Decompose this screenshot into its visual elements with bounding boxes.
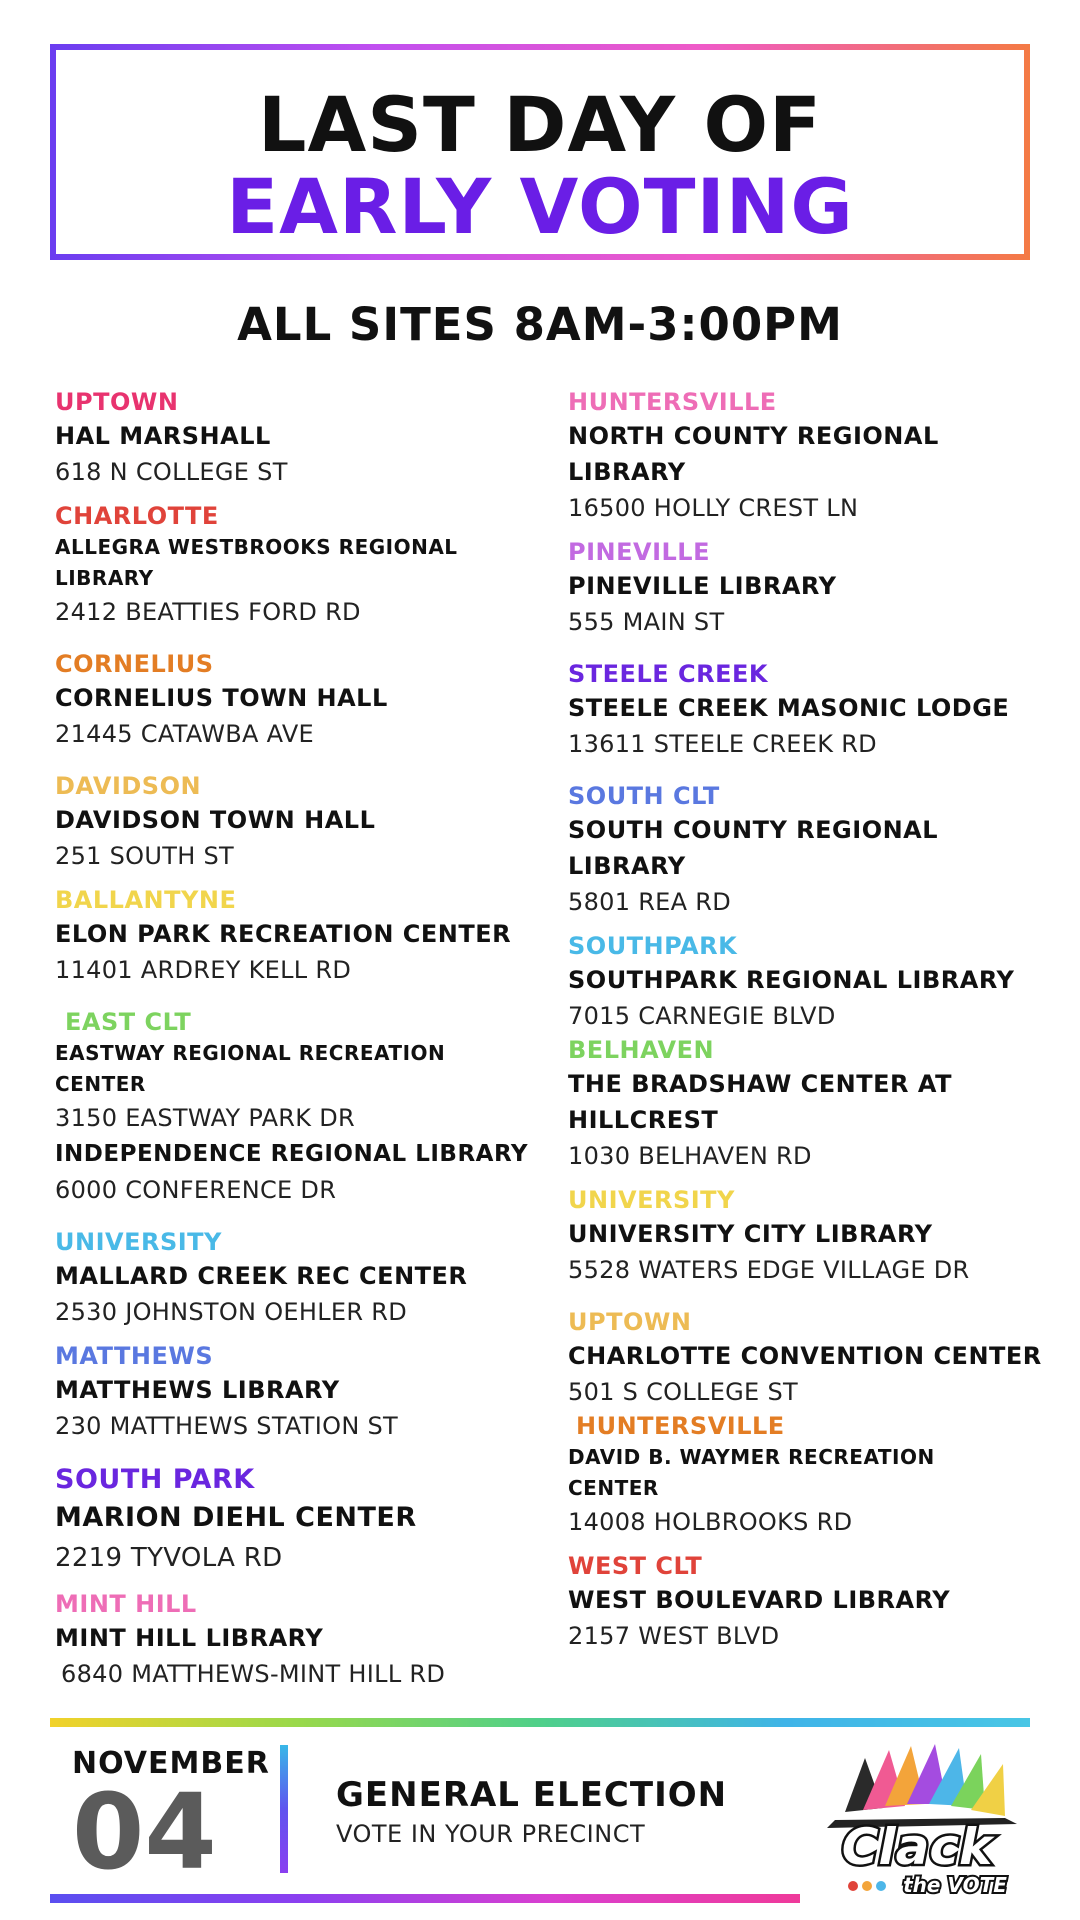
site-entry bbox=[55, 1136, 545, 1208]
site-address: 2530 JOHNSTON OEHLER RD bbox=[55, 1298, 408, 1326]
site-area: SOUTH CLT bbox=[568, 782, 720, 810]
site-name: WEST BOULEVARD LIBRARY bbox=[568, 1586, 951, 1614]
site-address: 501 S COLLEGE ST bbox=[568, 1378, 798, 1406]
site-name: ELON PARK RECREATION CENTER bbox=[55, 920, 512, 948]
site-address: 16500 HOLLY CREST LN bbox=[568, 494, 859, 522]
site-entry bbox=[55, 1006, 545, 1136]
site-address: 21445 CATAWBA AVE bbox=[55, 720, 314, 748]
site-area: CHARLOTTE bbox=[55, 502, 219, 530]
date-month: NOVEMBER bbox=[72, 1746, 270, 1781]
site-area: WEST CLT bbox=[568, 1552, 703, 1580]
site-entry bbox=[568, 1410, 1068, 1540]
site-entry bbox=[568, 1184, 1068, 1288]
site-area: BELHAVEN bbox=[568, 1036, 715, 1064]
site-name: EASTWAY REGIONAL RECREATION CENTER bbox=[55, 1041, 446, 1096]
header-frame bbox=[50, 44, 1030, 260]
site-entry bbox=[568, 1550, 1068, 1654]
site-name: CHARLOTTE CONVENTION CENTER bbox=[568, 1342, 1042, 1370]
site-entry bbox=[55, 770, 545, 874]
title-line-1: LAST DAY OF bbox=[258, 80, 822, 169]
site-name: UNIVERSITY CITY LIBRARY bbox=[568, 1220, 933, 1248]
site-entry bbox=[568, 536, 1068, 640]
footer-bottom-rule bbox=[50, 1894, 800, 1903]
site-area: UPTOWN bbox=[568, 1308, 692, 1336]
site-area: CORNELIUS bbox=[55, 650, 214, 678]
site-entry bbox=[568, 780, 1068, 920]
site-address: 5528 WATERS EDGE VILLAGE DR bbox=[568, 1256, 970, 1284]
site-address: 6840 MATTHEWS-MINT HILL RD bbox=[61, 1660, 446, 1688]
site-area: MINT HILL bbox=[55, 1590, 197, 1618]
site-area: HUNTERSVILLE bbox=[576, 1412, 785, 1440]
site-area: SOUTH PARK bbox=[55, 1464, 255, 1495]
site-entry bbox=[568, 930, 1068, 1034]
hours-subtitle: ALL SITES 8AM-3:00PM bbox=[237, 298, 843, 351]
site-address: 555 MAIN ST bbox=[568, 608, 725, 636]
left-site-column bbox=[55, 386, 545, 1692]
site-name: THE BRADSHAW CENTER AT HILLCREST bbox=[568, 1070, 952, 1134]
footer-divider bbox=[280, 1745, 288, 1873]
site-name: DAVID B. WAYMER RECREATION CENTER bbox=[568, 1445, 935, 1500]
site-name: STEELE CREEK MASONIC LODGE bbox=[568, 694, 1010, 722]
site-address: 230 MATTHEWS STATION ST bbox=[55, 1412, 398, 1440]
footer-top-rule bbox=[50, 1718, 1030, 1727]
site-name: PINEVILLE LIBRARY bbox=[568, 572, 837, 600]
site-area: MATTHEWS bbox=[55, 1342, 214, 1370]
date-day: 04 bbox=[72, 1771, 217, 1893]
site-entry bbox=[568, 1306, 1068, 1410]
site-entry bbox=[55, 1226, 545, 1330]
site-area: UNIVERSITY bbox=[55, 1228, 222, 1256]
site-address: 618 N COLLEGE ST bbox=[55, 458, 288, 486]
site-address: 13611 STEELE CREEK RD bbox=[568, 730, 877, 758]
site-area: BALLANTYNE bbox=[55, 886, 237, 914]
site-name: INDEPENDENCE REGIONAL LIBRARY bbox=[55, 1141, 529, 1167]
site-area: PINEVILLE bbox=[568, 538, 710, 566]
right-site-column bbox=[568, 386, 1068, 1654]
site-name: ALLEGRA WESTBROOKS REGIONAL LIBRARY bbox=[55, 535, 458, 590]
site-address: 5801 REA RD bbox=[568, 888, 732, 916]
site-entry bbox=[55, 386, 545, 490]
site-address: 1030 BELHAVEN RD bbox=[568, 1142, 812, 1170]
clack-the-vote-logo bbox=[805, 1740, 1030, 1900]
site-address: 3150 EASTWAY PARK DR bbox=[55, 1104, 355, 1132]
site-address: 7015 CARNEGIE BLVD bbox=[568, 1002, 836, 1030]
title-line-2: EARLY VOTING bbox=[226, 162, 854, 251]
election-instruction: VOTE IN YOUR PRECINCT bbox=[336, 1820, 646, 1848]
site-name: SOUTH COUNTY REGIONAL LIBRARY bbox=[568, 816, 939, 880]
site-entry bbox=[55, 884, 545, 988]
site-entry bbox=[55, 1462, 545, 1578]
site-name: NORTH COUNTY REGIONAL LIBRARY bbox=[568, 422, 939, 486]
site-address: 2157 WEST BLVD bbox=[568, 1622, 780, 1650]
site-address: 11401 ARDREY KELL RD bbox=[55, 956, 352, 984]
site-name: MALLARD CREEK REC CENTER bbox=[55, 1262, 468, 1290]
site-entry bbox=[55, 500, 545, 630]
site-entry bbox=[55, 1588, 545, 1692]
logo-tagline: the VOTE bbox=[903, 1873, 1007, 1897]
site-address: 2219 TYVOLA RD bbox=[55, 1543, 283, 1573]
site-address: 251 SOUTH ST bbox=[55, 842, 234, 870]
site-area: STEELE CREEK bbox=[568, 660, 768, 688]
site-area: UPTOWN bbox=[55, 388, 179, 416]
site-name: CORNELIUS TOWN HALL bbox=[55, 684, 388, 712]
site-area: EAST CLT bbox=[65, 1008, 192, 1036]
site-address: 14008 HOLBROOKS RD bbox=[568, 1508, 853, 1536]
site-entry bbox=[568, 658, 1068, 762]
site-area: UNIVERSITY bbox=[568, 1186, 735, 1214]
site-area: SOUTHPARK bbox=[568, 932, 738, 960]
site-name: MARION DIEHL CENTER bbox=[55, 1502, 417, 1533]
site-name: HAL MARSHALL bbox=[55, 422, 271, 450]
site-entry bbox=[568, 386, 1068, 526]
site-address: 2412 BEATTIES FORD RD bbox=[55, 598, 361, 626]
logo-wordmark: Clack bbox=[841, 1818, 993, 1876]
site-area: DAVIDSON bbox=[55, 772, 202, 800]
site-name: MATTHEWS LIBRARY bbox=[55, 1376, 340, 1404]
site-area: HUNTERSVILLE bbox=[568, 388, 777, 416]
site-address: 6000 CONFERENCE DR bbox=[55, 1176, 337, 1204]
site-entry bbox=[568, 1034, 1068, 1174]
site-name: MINT HILL LIBRARY bbox=[55, 1624, 324, 1652]
site-entry bbox=[55, 648, 545, 752]
site-name: DAVIDSON TOWN HALL bbox=[55, 806, 376, 834]
site-name: SOUTHPARK REGIONAL LIBRARY bbox=[568, 966, 1015, 994]
election-title: GENERAL ELECTION bbox=[336, 1775, 728, 1815]
site-entry bbox=[55, 1340, 545, 1444]
